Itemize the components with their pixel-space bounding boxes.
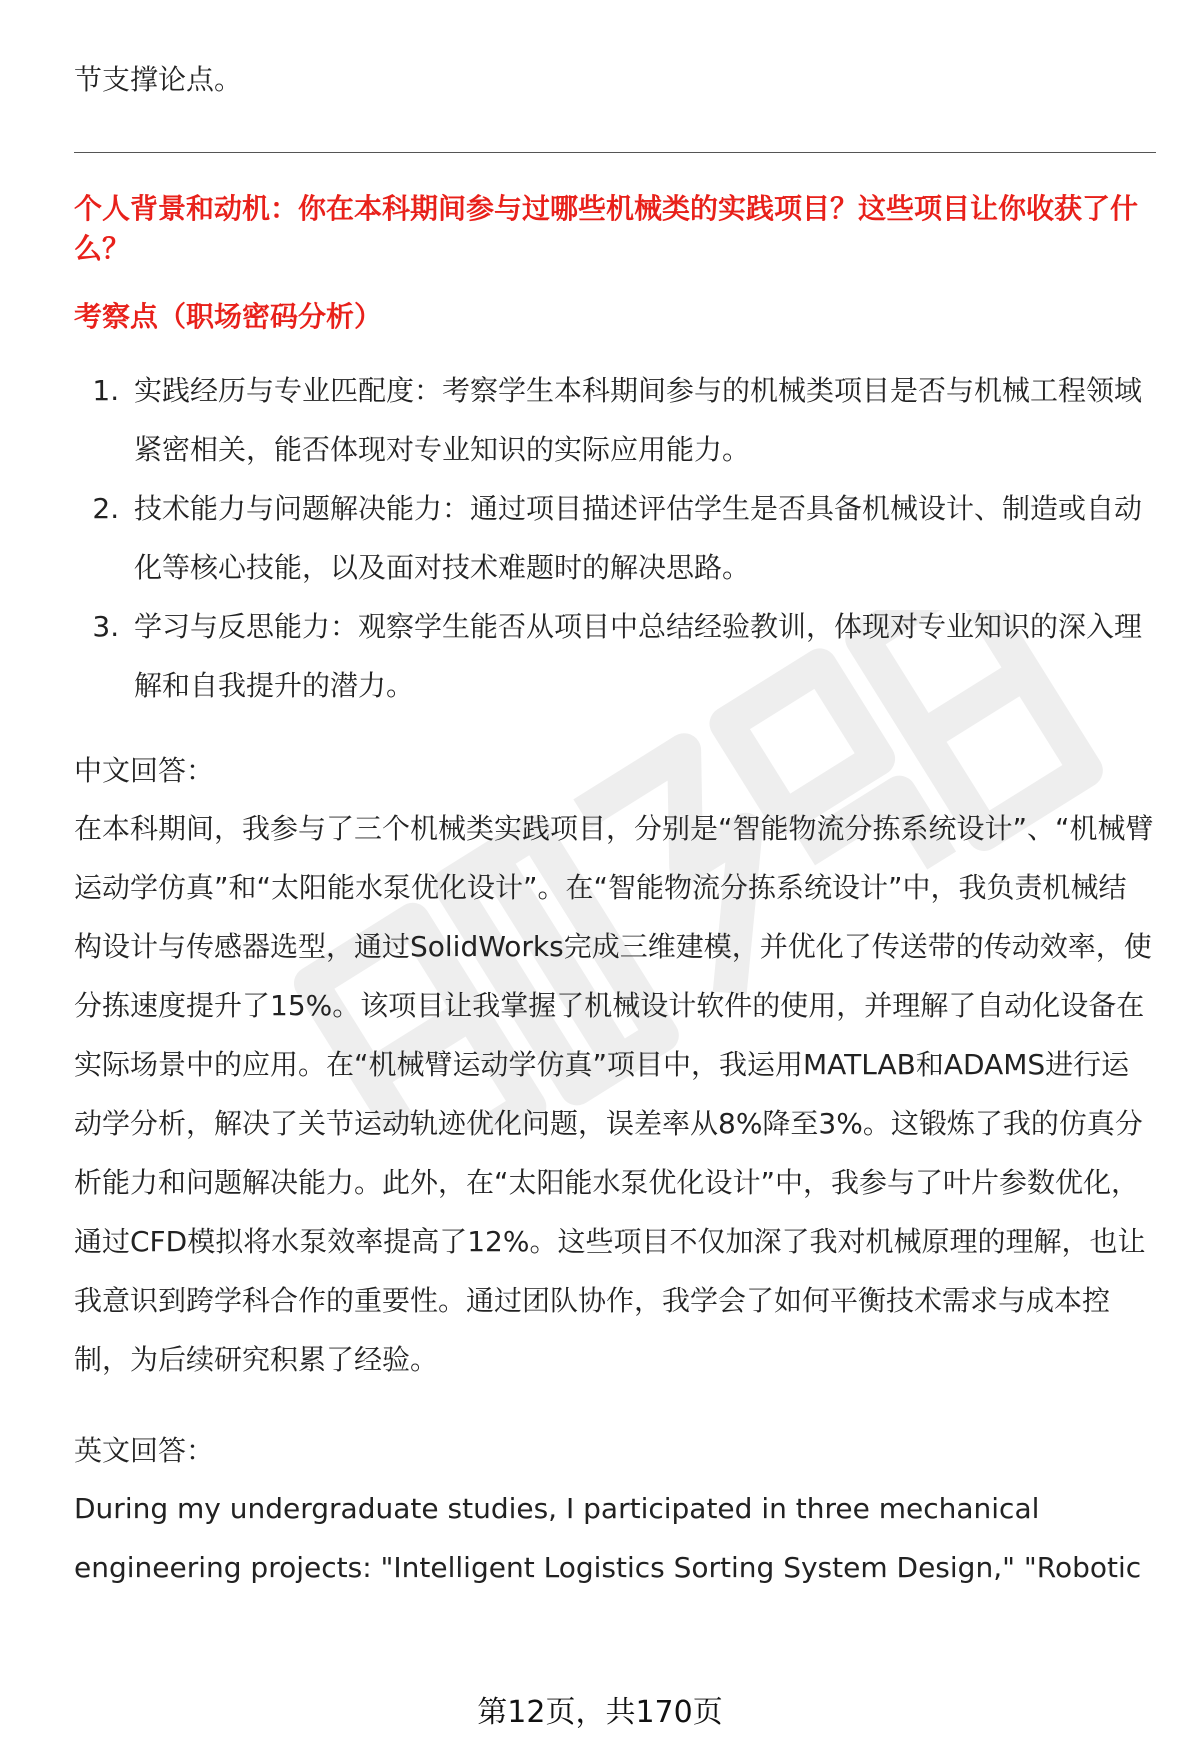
assessment-list xyxy=(74,361,1154,715)
page-content xyxy=(74,58,1154,1597)
assessment-item: 3. 学习与反思能力：观察学生能否从项目中总结经验教训，体现对专业知识的深入理解和自我提升的潜力。 xyxy=(128,597,1154,715)
question-heading: 个人背景和动机：你在本科期间参与过哪些机械类的实践项目？这些项目让你收获了什么？ xyxy=(74,192,1139,265)
page-footer: 第12页，共170页 xyxy=(477,1695,723,1730)
english-answer-title: 英文回答： xyxy=(74,1434,215,1467)
chinese-answer-body: 在本科期间，我参与了三个机械类实践项目，分别是“智能物流分拣系统设计”、“机械臂运动学仿真”和“太阳能水泵优化设计”。在“智能物流分拣系统设计”中，我负责机械结构设计与传感器选型，通过SolidWorks完成三维建模，并优化了传送带的传动效率，使分拣速度提升了15%。该项目让我掌握了机械设计软件的使用，并理解了自动化设备在实际场景中的应用。在“机械臂运动学仿真”项目中，我运用MATLAB和ADAMS进行运动学分析，解决了关节运动轨迹优化问题，误差率从8%降至3%。这锻炼了我的仿真分析能力和问题解决能力。此外，在“太阳能水泵优化设计”中，我参与了叶片参数优化，通过CFD模拟将水泵效率提高了12%。这些项目不仅加深了我对机械原理的理解，也让我意识到跨学科合作的重要性。通过团队协作，我学会了如何平衡技术需求与成本控制，为后续研究积累了经验。 xyxy=(74,812,1154,1376)
lead-line: 节支撑论点。 xyxy=(74,63,243,96)
chinese-answer-title: 中文回答： xyxy=(74,754,215,787)
english-answer-body: During my undergraduate studies, I participated in three mechanical engineering projects: "Intelligent Logistics Sorting System Design," "Robotic xyxy=(74,1492,1142,1584)
assessment-item: 1. 实践经历与专业匹配度：考察学生本科期间参与的机械类项目是否与机械工程领域紧密相关，能否体现对专业知识的实际应用能力。 xyxy=(128,361,1154,479)
assessment-item: 2. 技术能力与问题解决能力：通过项目描述评估学生是否具备机械设计、制造或自动化等核心技能，以及面对技术难题时的解决思路。 xyxy=(128,479,1154,597)
assessment-title: 考察点（职场密码分析） xyxy=(74,300,383,333)
section-divider xyxy=(74,152,1156,153)
